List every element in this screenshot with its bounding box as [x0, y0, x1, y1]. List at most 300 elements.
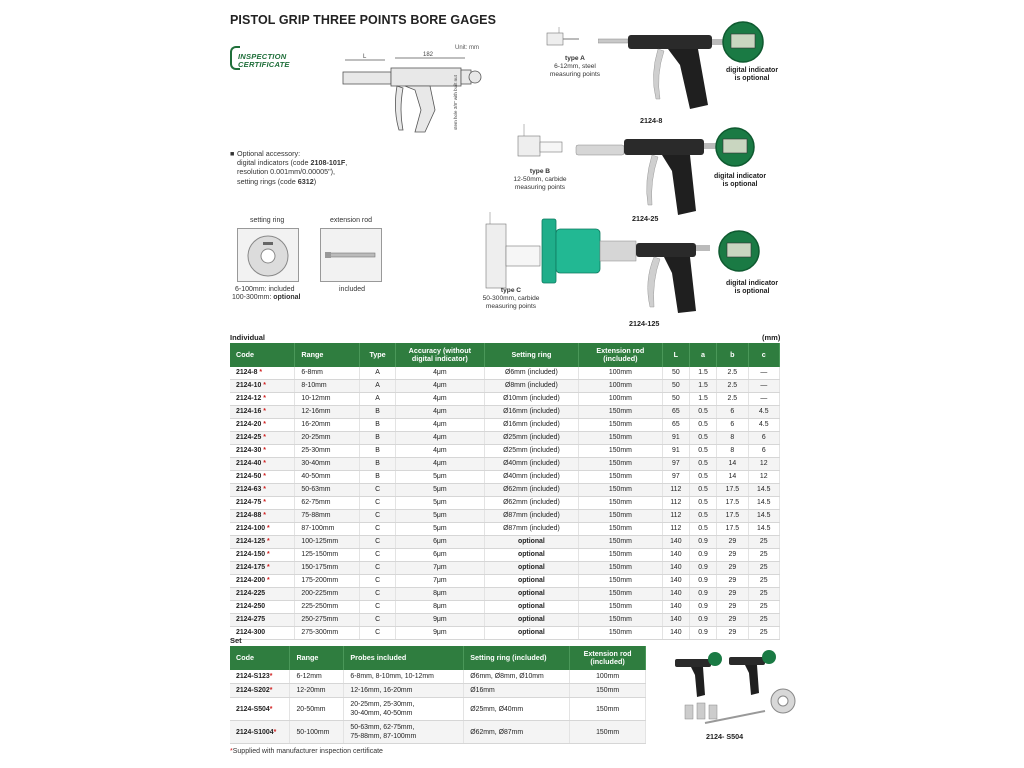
col-extension-rod: Extension rod (included): [579, 343, 663, 367]
cell-accuracy: 4μm: [395, 380, 484, 393]
cell-c: 25: [748, 536, 779, 549]
setting-ring-icon: [238, 229, 298, 281]
cell-extension-rod: 150mm: [579, 627, 663, 640]
cell-setting-ring: [484, 536, 578, 549]
star-mark: *: [267, 551, 270, 558]
cell-range: 25-30mm: [295, 445, 360, 458]
cell-type: C: [360, 614, 396, 627]
cell-code: [230, 670, 290, 684]
cell-probes: [344, 670, 464, 684]
cell-b: 17.5: [717, 510, 748, 523]
probes-line2: 30-40mm, 40-50mm: [350, 710, 413, 717]
ring-text: optional: [518, 629, 545, 636]
cell-type: A: [360, 393, 396, 406]
cell-type: B: [360, 419, 396, 432]
cell-range: 12-16mm: [295, 406, 360, 419]
type-b-line2: measuring points: [514, 184, 566, 191]
cell-extension-rod: 150mm: [579, 484, 663, 497]
cell-a: 0.9: [689, 588, 716, 601]
set-col-probes: Probes included: [344, 646, 464, 670]
cell-setting-ring: [484, 588, 578, 601]
cell-code: [230, 614, 295, 627]
cell-b: 17.5: [717, 523, 748, 536]
cell-extension-rod: 150mm: [579, 419, 663, 432]
cell-accuracy: 4μm: [395, 445, 484, 458]
type-c-line2: measuring points: [485, 303, 537, 310]
cell-accuracy: 5μm: [395, 471, 484, 484]
rod-note: included: [339, 286, 366, 293]
unit-label: Unit: mm: [455, 45, 479, 51]
cell-extension-rod: 150mm: [570, 684, 646, 698]
code-text: 2124-10: [236, 382, 262, 389]
cell-range: 200-225mm: [295, 588, 360, 601]
code-text: 2124-50: [236, 473, 262, 480]
cell-setting-ring: [484, 393, 578, 406]
cell-type: B: [360, 458, 396, 471]
cell-setting-ring: [484, 523, 578, 536]
cell-accuracy: 4μm: [395, 367, 484, 380]
cell-code: [230, 471, 295, 484]
star-mark: *: [263, 512, 266, 519]
cell-type: C: [360, 497, 396, 510]
gage-technical-drawing: [335, 50, 490, 140]
cell-setting-ring: [484, 380, 578, 393]
cell-b: 6: [717, 419, 748, 432]
cell-c: 25: [748, 614, 779, 627]
table-row: [230, 536, 780, 549]
cell-extension-rod: 100mm: [570, 670, 646, 684]
cell-probes: [344, 721, 464, 744]
cell-c: 14.5: [748, 523, 779, 536]
cell-extension-rod: 150mm: [579, 601, 663, 614]
cell-c: —: [748, 367, 779, 380]
code-text: 2124-225: [236, 590, 266, 597]
code-text: 2124-16: [236, 408, 262, 415]
cell-code: [230, 536, 295, 549]
cell-b: 29: [717, 601, 748, 614]
footnote-text: Supplied with manufacturer inspection certificate: [232, 748, 383, 755]
cell-c: —: [748, 380, 779, 393]
cell-probes: [344, 684, 464, 698]
code-text: 2124-S1004: [236, 728, 274, 736]
cell-l: 50: [662, 380, 689, 393]
cell-extension-rod: 150mm: [579, 445, 663, 458]
cell-range: 8-10mm: [295, 380, 360, 393]
ring-text: Ø62mm (included): [503, 499, 560, 506]
cell-extension-rod: 150mm: [579, 432, 663, 445]
cell-type: C: [360, 536, 396, 549]
set-photo-label: 2124- S504: [706, 732, 744, 741]
cell-c: 12: [748, 458, 779, 471]
cell-c: 14.5: [748, 510, 779, 523]
cell-b: 29: [717, 588, 748, 601]
star-mark: *: [267, 538, 270, 545]
code-text: 2124-12: [236, 395, 262, 402]
cell-probes: [344, 698, 464, 721]
cell-setting-ring: [484, 367, 578, 380]
code-text: 2124-150: [236, 551, 266, 558]
cell-c: 25: [748, 601, 779, 614]
cell-code: [230, 601, 295, 614]
ring-code: 6312: [297, 176, 314, 186]
cell-range: 250-275mm: [295, 614, 360, 627]
cell-type: A: [360, 367, 396, 380]
cell-type: C: [360, 523, 396, 536]
cell-c: 14.5: [748, 497, 779, 510]
gage-2124-25-image: [572, 125, 772, 217]
code-text: 2124-30: [236, 447, 262, 454]
cell-accuracy: 7μm: [395, 575, 484, 588]
dim-182: 182: [423, 52, 434, 58]
type-c-name: type C: [500, 287, 522, 294]
cell-extension-rod: 150mm: [570, 721, 646, 744]
ring-note-2-pre: 100-300mm:: [232, 294, 274, 301]
cell-setting-ring: Ø25mm, Ø40mm: [464, 698, 570, 721]
cell-setting-ring: [484, 445, 578, 458]
type-b-label: [505, 168, 575, 192]
cell-extension-rod: 150mm: [579, 614, 663, 627]
certificate-line1: INSPECTION: [238, 52, 287, 61]
cell-a: 0.9: [689, 614, 716, 627]
probes-line2: 75-88mm, 87-100mm: [350, 733, 417, 740]
table-row: [230, 601, 780, 614]
cell-setting-ring: [484, 458, 578, 471]
cell-extension-rod: 150mm: [579, 549, 663, 562]
cell-code: [230, 445, 295, 458]
stem-note: stem hole 3/8" with built nut: [453, 75, 458, 130]
cell-a: 1.5: [689, 380, 716, 393]
type-c-line1: 50-300mm, carbide: [482, 295, 540, 302]
probes-line1: 20-25mm, 25-30mm,: [350, 701, 415, 708]
col-setting-ring: Setting ring: [484, 343, 578, 367]
star-mark: *: [263, 408, 266, 415]
cell-range: 225-250mm: [295, 601, 360, 614]
cell-code: [230, 588, 295, 601]
cell-a: 0.5: [689, 432, 716, 445]
cell-range: 75-88mm: [295, 510, 360, 523]
star-mark: *: [263, 447, 266, 454]
cell-b: 17.5: [717, 497, 748, 510]
optional-accessory-note: [230, 149, 400, 186]
cell-setting-ring: [484, 510, 578, 523]
table-row: [230, 406, 780, 419]
cell-l: 112: [662, 484, 689, 497]
cell-l: 140: [662, 627, 689, 640]
cell-c: 14.5: [748, 484, 779, 497]
type-a-name: type A: [565, 55, 585, 62]
bullet-icon: ■: [230, 149, 235, 158]
code-text: 2124-S123: [236, 673, 270, 680]
cell-extension-rod: 150mm: [579, 497, 663, 510]
cell-l: 140: [662, 575, 689, 588]
code-text: 2124-25: [236, 434, 262, 441]
code-text: 2124-250: [236, 603, 266, 610]
probes-line1: 12-16mm, 16-20mm: [350, 687, 413, 694]
table-row: [230, 721, 646, 744]
cell-l: 97: [662, 458, 689, 471]
cell-code: [230, 393, 295, 406]
cell-setting-ring: [484, 432, 578, 445]
cell-type: C: [360, 575, 396, 588]
set-2124-s504-image: [665, 645, 805, 727]
cell-a: 0.5: [689, 497, 716, 510]
table-row: [230, 588, 780, 601]
cell-l: 112: [662, 523, 689, 536]
cell-range: 50-63mm: [295, 484, 360, 497]
cell-accuracy: 5μm: [395, 523, 484, 536]
cell-accuracy: 4μm: [395, 432, 484, 445]
cell-setting-ring: [484, 614, 578, 627]
ring-text: optional: [518, 616, 545, 623]
cell-code: [230, 562, 295, 575]
type-a-line1: 6-12mm, steel: [554, 63, 596, 70]
cell-setting-ring: [484, 549, 578, 562]
probes-line1: 6-8mm, 8-10mm, 10-12mm: [350, 673, 434, 680]
type-b-indicator-line2: is optional: [722, 181, 758, 188]
code-text: 2124-200: [236, 577, 266, 584]
cell-accuracy: 9μm: [395, 614, 484, 627]
individual-header-row: [230, 343, 780, 367]
table-row: [230, 684, 646, 698]
cell-accuracy: 6μm: [395, 549, 484, 562]
cell-l: 140: [662, 536, 689, 549]
ring-text: Ø10mm (included): [503, 395, 560, 402]
type-b-line1: 12-50mm, carbide: [513, 176, 567, 183]
cell-extension-rod: 150mm: [579, 536, 663, 549]
ring-text: Ø6mm (included): [504, 369, 558, 376]
cell-accuracy: 4μm: [395, 458, 484, 471]
cell-a: 0.5: [689, 484, 716, 497]
code-text: 2124-88: [236, 512, 262, 519]
cell-range: 275-300mm: [295, 627, 360, 640]
star-mark: *: [263, 395, 266, 402]
cell-extension-rod: 150mm: [579, 562, 663, 575]
ring-text: Ø8mm (included): [504, 382, 558, 389]
table-row: [230, 458, 780, 471]
setting-ring-title: setting ring: [250, 217, 285, 224]
cell-range: 16-20mm: [295, 419, 360, 432]
ring-text: optional: [518, 577, 545, 584]
cell-c: 25: [748, 575, 779, 588]
cell-accuracy: 5μm: [395, 497, 484, 510]
cell-type: C: [360, 484, 396, 497]
cell-accuracy: 7μm: [395, 562, 484, 575]
type-b-probe-drawing: [514, 120, 566, 166]
cell-code: [230, 684, 290, 698]
col-type: Type: [360, 343, 396, 367]
cell-l: 65: [662, 406, 689, 419]
cell-extension-rod: 150mm: [579, 588, 663, 601]
cell-b: 6: [717, 406, 748, 419]
col-a: a: [689, 343, 716, 367]
cell-setting-ring: [484, 484, 578, 497]
code-text: 2124-63: [236, 486, 262, 493]
star-mark: *: [263, 499, 266, 506]
cell-accuracy: 4μm: [395, 419, 484, 432]
cell-range: 62-75mm: [295, 497, 360, 510]
type-a-indicator-line2: is optional: [734, 75, 770, 82]
cell-a: 0.5: [689, 471, 716, 484]
type-a-indicator-note: [712, 67, 792, 83]
table-row: [230, 367, 780, 380]
col-range: Range: [295, 343, 360, 367]
ring-text: optional: [518, 551, 545, 558]
cell-code: [230, 432, 295, 445]
table-row: [230, 670, 646, 684]
ring-text: optional: [518, 590, 545, 597]
cell-b: 2.5: [717, 380, 748, 393]
cell-type: C: [360, 510, 396, 523]
code-text: 2124-300: [236, 629, 266, 636]
cell-b: 29: [717, 627, 748, 640]
indicator-code: 2108-101F: [310, 158, 346, 168]
extension-rod-thumbnail: [320, 228, 382, 282]
ring-text: Ø62mm (included): [503, 486, 560, 493]
cell-extension-rod: 100mm: [579, 393, 663, 406]
cell-setting-ring: Ø62mm, Ø87mm: [464, 721, 570, 744]
star-mark: *: [267, 525, 270, 532]
table-row: [230, 445, 780, 458]
cell-a: 0.5: [689, 523, 716, 536]
table-row: [230, 549, 780, 562]
cell-code: [230, 510, 295, 523]
cell-a: 1.5: [689, 367, 716, 380]
cell-accuracy: 4μm: [395, 393, 484, 406]
ring-text: Ø16mm (included): [503, 421, 560, 428]
ring-text: Ø87mm (included): [503, 512, 560, 519]
cell-a: 0.5: [689, 445, 716, 458]
type-a-indicator-line1: digital indicator: [725, 67, 779, 74]
extension-rod-title: extension rod: [330, 217, 373, 224]
cell-extension-rod: 150mm: [579, 406, 663, 419]
footnote-star: *: [230, 748, 233, 755]
cell-b: 17.5: [717, 484, 748, 497]
cell-c: 4.5: [748, 406, 779, 419]
star-mark: *: [263, 382, 266, 389]
cell-b: 29: [717, 549, 748, 562]
cell-code: [230, 575, 295, 588]
cell-a: 0.5: [689, 510, 716, 523]
cell-a: 0.5: [689, 406, 716, 419]
table-row: [230, 575, 780, 588]
type-b-indicator-line1: digital indicator: [713, 173, 767, 180]
cell-range: 20-25mm: [295, 432, 360, 445]
table-row: [230, 562, 780, 575]
cell-setting-ring: [484, 627, 578, 640]
cell-b: 2.5: [717, 367, 748, 380]
set-table: [230, 646, 646, 744]
cell-extension-rod: 150mm: [570, 698, 646, 721]
cell-b: 2.5: [717, 393, 748, 406]
table-row: [230, 484, 780, 497]
cell-a: 0.5: [689, 419, 716, 432]
cell-setting-ring: [484, 406, 578, 419]
table-row: [230, 497, 780, 510]
gage-2124-8-image: [598, 15, 773, 115]
cell-setting-ring: [484, 601, 578, 614]
star-mark: *: [267, 577, 270, 584]
accessory-line4-post: ): [313, 176, 317, 186]
ring-text: optional: [518, 564, 545, 571]
star-mark: *: [263, 473, 266, 480]
cell-c: 25: [748, 562, 779, 575]
cell-type: C: [360, 627, 396, 640]
star-mark: *: [263, 421, 266, 428]
cell-b: 29: [717, 562, 748, 575]
code-text: 2124-S202: [236, 687, 270, 694]
col-b: b: [717, 343, 748, 367]
accessory-line1: Optional accessory:: [237, 149, 301, 158]
extension-rod-icon: [321, 229, 381, 281]
cell-l: 97: [662, 471, 689, 484]
star-mark: *: [263, 434, 266, 441]
cell-c: 12: [748, 471, 779, 484]
cell-accuracy: 5μm: [395, 510, 484, 523]
type-a-line2: measuring points: [549, 71, 601, 78]
cell-l: 91: [662, 445, 689, 458]
cell-range: 10-12mm: [295, 393, 360, 406]
cell-setting-ring: [484, 575, 578, 588]
cell-extension-rod: 100mm: [579, 380, 663, 393]
cell-b: 29: [717, 575, 748, 588]
probes-line1: 50-63mm, 62-75mm,: [350, 724, 415, 731]
cell-a: 0.5: [689, 458, 716, 471]
star-mark: *: [269, 705, 273, 713]
col-c: c: [748, 343, 779, 367]
star-mark: *: [263, 486, 266, 493]
set-section-label: Set: [230, 636, 242, 645]
type-c-indicator-note: [712, 280, 792, 296]
unit-mm-label: (mm): [762, 333, 781, 342]
cell-c: 6: [748, 432, 779, 445]
ring-text: optional: [518, 538, 545, 545]
setting-ring-thumbnail: [237, 228, 299, 282]
cell-range: 50-100mm: [290, 721, 344, 744]
cell-accuracy: 5μm: [395, 484, 484, 497]
cell-accuracy: 6μm: [395, 536, 484, 549]
cell-range: 30-40mm: [295, 458, 360, 471]
cell-c: —: [748, 393, 779, 406]
set-col-range: Range: [290, 646, 344, 670]
cell-b: 29: [717, 614, 748, 627]
inspection-certificate-badge: [230, 46, 310, 70]
cell-code: [230, 367, 295, 380]
table-row: [230, 698, 646, 721]
table-row: [230, 510, 780, 523]
star-mark: *: [273, 728, 277, 736]
cell-a: 0.9: [689, 549, 716, 562]
cell-b: 8: [717, 432, 748, 445]
ring-text: Ø16mm (included): [503, 408, 560, 415]
type-b-indicator-note: [700, 173, 780, 189]
star-mark: *: [269, 687, 273, 694]
cell-accuracy: 4μm: [395, 406, 484, 419]
cell-extension-rod: 100mm: [579, 367, 663, 380]
cell-l: 112: [662, 510, 689, 523]
col-l: L: [662, 343, 689, 367]
cell-c: 6: [748, 445, 779, 458]
cell-a: 0.9: [689, 562, 716, 575]
cell-b: 14: [717, 471, 748, 484]
accessory-line4-pre: setting rings (code: [237, 176, 298, 186]
table-row: [230, 393, 780, 406]
code-text: 2124-75: [236, 499, 262, 506]
accessory-line2-post: ,: [345, 158, 348, 168]
cell-range: 20-50mm: [290, 698, 344, 721]
cell-extension-rod: 150mm: [579, 575, 663, 588]
gage-2124-125-image: [536, 215, 776, 315]
cell-extension-rod: 150mm: [579, 458, 663, 471]
